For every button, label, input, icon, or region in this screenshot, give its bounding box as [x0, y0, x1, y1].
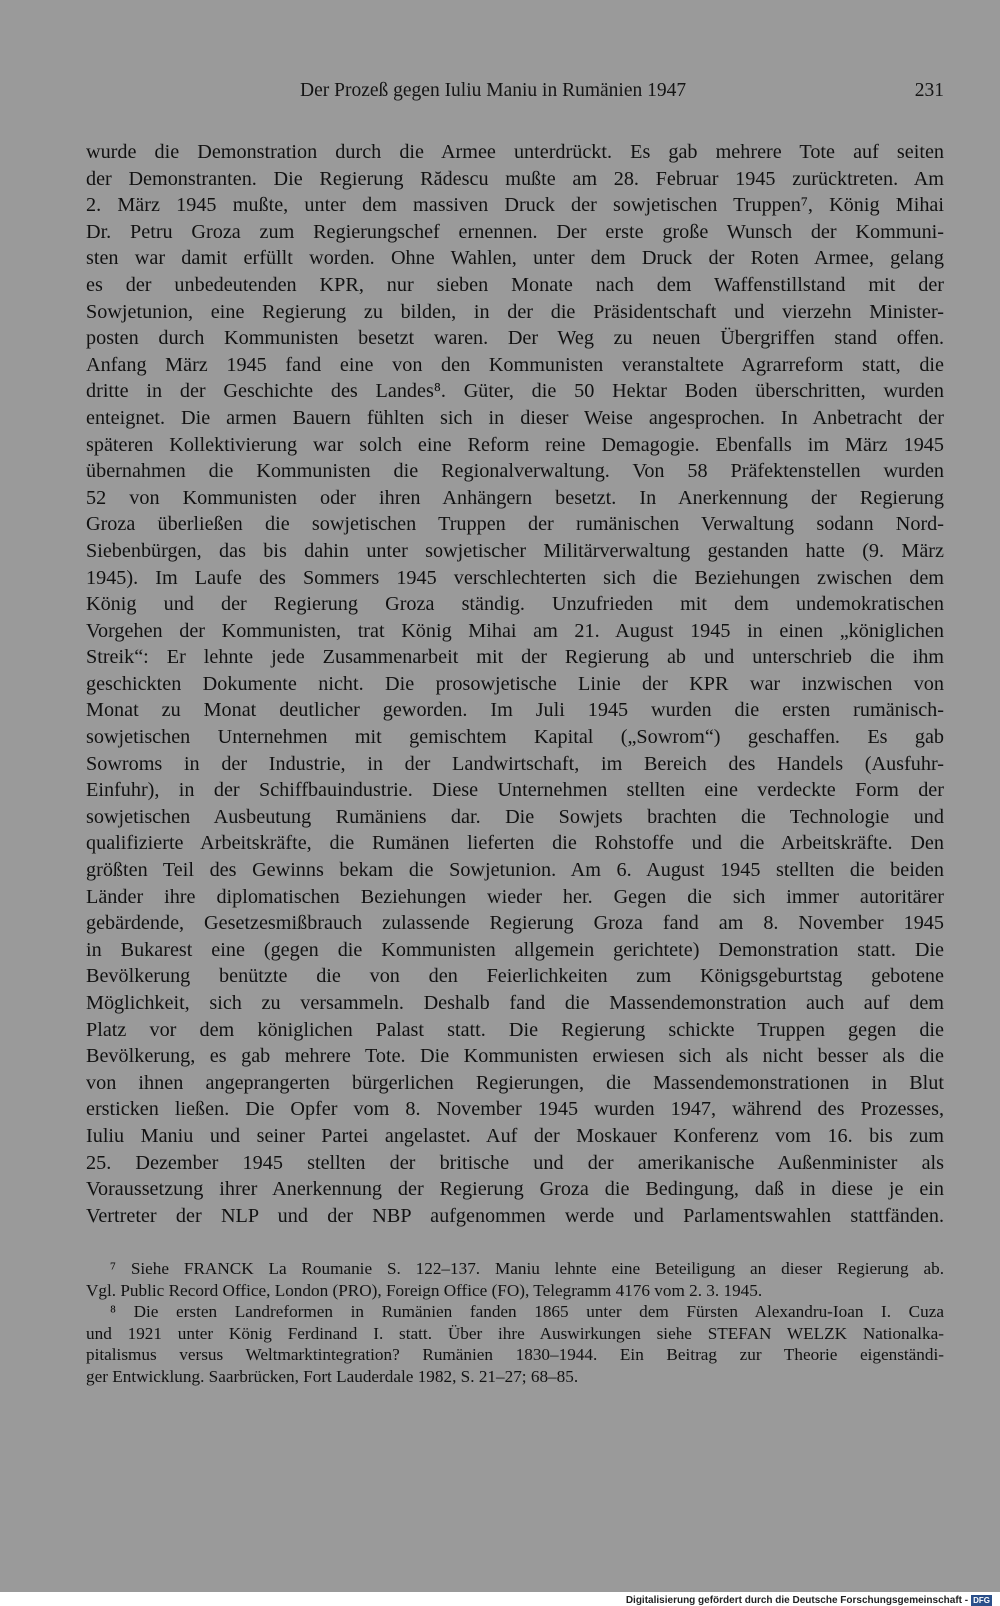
text-line: wurde die Demonstration durch die Armee unterdrückt. Es gab mehrere Tote auf seiten	[86, 141, 944, 163]
footnotes	[86, 1258, 944, 1388]
text-line: geschickten Dokumente nicht. Die prosowjetische Linie der KPR war inzwischen von	[86, 672, 944, 695]
text-line: Iuliu Maniu und seiner Partei angelastet. Auf der Moskauer Konferenz vom 16. bis zum	[86, 1124, 944, 1147]
footnote-line: ⁷ Siehe FRANCK La Roumanie S. 122–137. Maniu lehnte eine Beteiligung an dieser Regierung ab.	[110, 1259, 944, 1278]
footnote-line: ger Entwicklung. Saarbrücken, Fort Lauderdale 1982, S. 21–27; 68–85.	[86, 1366, 579, 1386]
text-line: 52 von Kommunisten oder ihren Anhängern besetzt. In Anerkennung der Regierung	[86, 486, 944, 509]
text-line: übernahmen die Kommunisten die Regionalverwaltung. Von 58 Präfektenstellen wurden	[86, 460, 944, 483]
credit-text: Digitalisierung gefördert durch die Deutsche Forschungsgemeinschaft -	[625, 1594, 969, 1606]
text-line: Sowroms in der Industrie, in der Landwirtschaft, im Bereich des Handels (Ausfuhr-	[86, 752, 944, 775]
text-line: Bevölkerung benützte die von den Feierlichkeiten zum Königsgeburtstag gebotene	[86, 965, 944, 988]
text-line: Sowjetunion, eine Regierung zu bilden, in der die Präsidentschaft und vierzehn Minister-	[86, 300, 944, 323]
text-line: ersticken ließen. Die Opfer vom 8. November 1945 wurden 1947, während des Prozesses,	[86, 1098, 944, 1121]
footnote-line: ⁸ Die ersten Landreformen in Rumänien fanden 1865 unter dem Fürsten Alexandru-Ioan I. Cuza	[110, 1302, 944, 1322]
text-line: es der unbedeutenden KPR, nur sieben Monate nach dem Waffenstillstand mit der	[86, 273, 944, 296]
text-line: der Demonstranten. Die Regierung Rădescu mußte am 28. Februar 1945 zurücktreten. Am	[86, 167, 944, 190]
text-line: Vertreter der NLP und der NBP aufgenommen werde und Parlamentswahlen stattfänden.	[86, 1204, 944, 1227]
body-text	[86, 139, 944, 1256]
text-line: Anfang März 1945 fand eine von den Kommunisten veranstaltete Agrarreform statt, die	[86, 353, 944, 376]
text-line: Platz vor dem königlichen Palast statt. Die Regierung schickte Truppen gegen die	[86, 1018, 944, 1041]
dfg-logo: DFG	[973, 1595, 990, 1605]
running-head	[86, 80, 944, 110]
text-line: von ihnen angeprangerten bürgerlichen Regierungen, die Massendemonstrationen in Blut	[86, 1071, 944, 1094]
text-line: in Bukarest eine (gegen die Kommunisten allgemein gerichtete) Demonstration statt. Die	[86, 938, 944, 961]
text-line: Voraussetzung ihrer Anerkennung der Regierung Groza die Bedingung, daß in diese je ein	[86, 1178, 944, 1201]
text-line: größten Teil des Gewinns bekam die Sowjetunion. Am 6. August 1945 stellten die beiden	[86, 859, 944, 882]
text-line: Monat zu Monat deutlicher geworden. Im Juli 1945 wurden die ersten rumänisch-	[86, 699, 944, 722]
footnote-line: Vgl. Public Record Office, London (PRO), Foreign Office (FO), Telegramm 4176 vom 2. 3. 1945.	[86, 1280, 763, 1300]
text-line: 25. Dezember 1945 stellten der britische und der amerikanische Außenminister als	[86, 1151, 944, 1174]
text-line: sowjetischen Ausbeutung Rumäniens dar. Die Sowjets brachten die Technologie und	[86, 805, 944, 828]
text-line: 1945). Im Laufe des Sommers 1945 verschlechterten sich die Beziehungen zwischen dem	[86, 566, 944, 589]
text-line: König und der Regierung Groza ständig. Unzufrieden mit dem undemokratischen	[86, 593, 944, 616]
page-number: 231	[914, 80, 944, 101]
text-line: qualifizierte Arbeitskräfte, die Rumänen lieferten die Rohstoffe und die Arbeitskräfte. Den	[86, 832, 944, 855]
footnote-line: pitalismus versus Weltmarktintegration? Rumänien 1830–1944. Ein Beitrag zur Theorie eigenständi-	[86, 1345, 944, 1365]
text-line: Länder ihre diplomatischen Beziehungen wieder her. Gegen die sich immer autoritärer	[86, 885, 944, 908]
text-line: enteignet. Die armen Bauern fühlten sich in dieser Weise angesprochen. In Anbetracht der	[86, 406, 944, 429]
running-title: Der Prozeß gegen Iuliu Maniu in Rumänien 1947	[300, 80, 687, 101]
text-line: Siebenbürgen, das bis dahin unter sowjetischer Militärverwaltung gestanden hatte (9. März	[86, 539, 944, 562]
text-line: Einfuhr), in der Schiffbauindustrie. Diese Unternehmen stellten eine verdeckte Form der	[86, 779, 944, 802]
text-line: Groza überließen die sowjetischen Truppen der rumänischen Verwaltung sodann Nord-	[86, 513, 944, 536]
text-line: späteren Kollektivierung war solch eine Reform reine Demagogie. Ebenfalls im März 1945	[86, 433, 944, 456]
text-line: posten durch Kommunisten besetzt waren. Der Weg zu neuen Übergriffen stand offen.	[86, 327, 944, 350]
text-line	[86, 1229, 944, 1256]
text-line: sowjetischen Unternehmen mit gemischtem Kapital („Sowrom“) geschaffen. Es gab	[86, 726, 944, 749]
footnote-line: und 1921 unter König Ferdinand I. statt. Über ihre Auswirkungen siehe STEFAN WELZK Nationalka-	[86, 1323, 944, 1343]
text-line: gebärdende, Gesetzesmißbrauch zulassende Regierung Groza fand am 8. November 1945	[86, 912, 944, 935]
text-line: Vorgehen der Kommunisten, trat König Mihai am 21. August 1945 in einen „königlichen	[86, 619, 944, 642]
text-line: sten war damit erfüllt worden. Ohne Wahlen, unter dem Druck der Roten Armee, gelang	[86, 247, 944, 270]
digitization-credit	[626, 1594, 992, 1606]
text-line: 2. März 1945 mußte, unter dem massiven Druck der sowjetischen Truppen⁷, König Mihai	[86, 194, 944, 217]
text-line: Bevölkerung, es gab mehrere Tote. Die Kommunisten erwiesen sich als nicht besser als die	[86, 1045, 944, 1068]
text-line: Streik“: Er lehnte jede Zusammenarbeit mit der Regierung ab und unterschrieb die ihm	[86, 646, 944, 669]
text-line: Möglichkeit, sich zu versammeln. Deshalb fand die Massendemonstration auch auf dem	[86, 992, 944, 1014]
text-line: Dr. Petru Groza zum Regierungschef ernennen. Der erste große Wunsch der Kommuni-	[86, 220, 944, 243]
text-line: dritte in der Geschichte des Landes⁸. Güter, die 50 Hektar Boden überschritten, wurden	[86, 380, 944, 403]
